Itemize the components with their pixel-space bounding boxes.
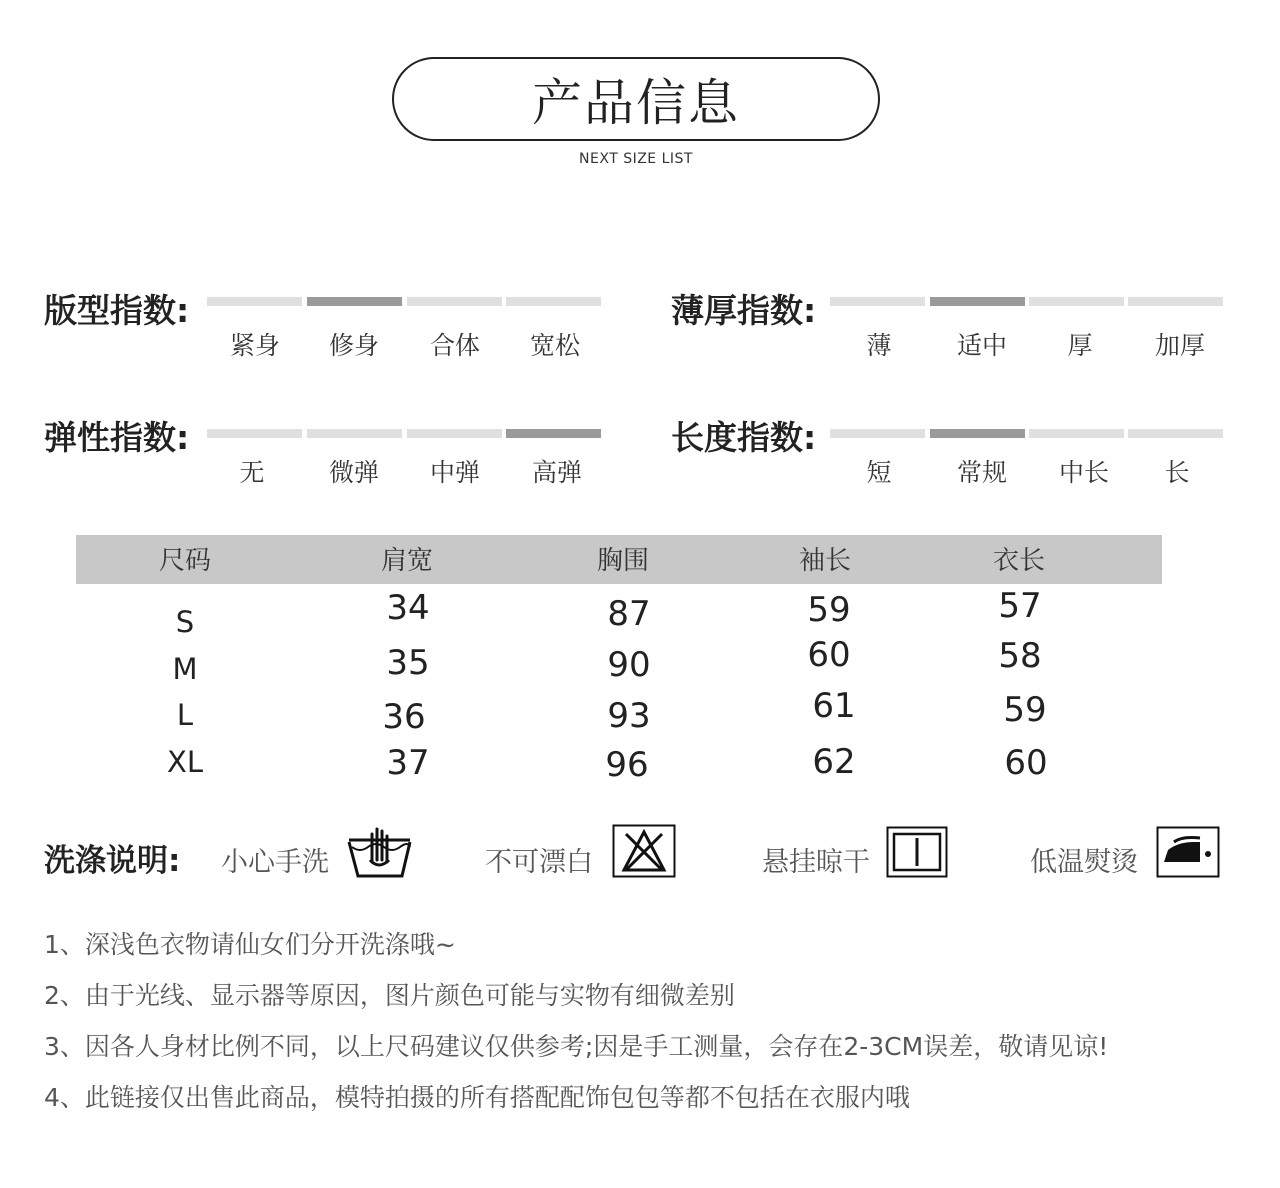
- table-cell: 36: [382, 697, 426, 737]
- elasticity-index-label: 弹性指数:: [44, 418, 190, 457]
- note-3: 3、因各人身材比例不同，以上尺码建议仅供参考;因是手工测量，会存在2-3CM误差，敬请见谅!: [44, 1032, 1109, 1061]
- hand-wash-icon: [346, 824, 414, 880]
- elasticity-index-bar-2: [307, 429, 402, 438]
- wash-instructions-label: 洗涤说明:: [44, 843, 181, 879]
- fit-index-bar-3: [407, 297, 502, 306]
- table-cell: 93: [607, 696, 651, 736]
- table-cell: 60: [1004, 743, 1048, 783]
- thickness-index-bar-1: [830, 297, 925, 306]
- col-header-shoulder: 肩宽: [380, 546, 433, 576]
- wash-item-low-iron: 低温熨烫: [1030, 847, 1138, 878]
- length-index-bar-4: [1128, 429, 1223, 438]
- thickness-option-3: 厚: [1067, 331, 1093, 360]
- note-4: 4、此链接仅出售此商品，模特拍摄的所有搭配配饰包包等都不包括在衣服内哦: [44, 1083, 910, 1112]
- table-cell: 59: [807, 590, 851, 630]
- title-pill: [392, 57, 880, 141]
- length-index-label: 长度指数:: [671, 418, 817, 457]
- elasticity-option-3: 中弹: [429, 458, 480, 487]
- elasticity-index-bar-3: [407, 429, 502, 438]
- hang-dry-icon: [886, 826, 948, 878]
- table-cell: 87: [607, 594, 651, 634]
- table-cell: 34: [386, 588, 430, 628]
- no-bleach-icon: [612, 824, 676, 878]
- elasticity-option-2: 微弹: [328, 458, 379, 487]
- elasticity-option-1: 无: [239, 458, 265, 487]
- table-cell: 58: [998, 636, 1042, 676]
- thickness-index-bar-3: [1029, 297, 1124, 306]
- col-header-bust: 胸围: [596, 546, 649, 576]
- low-iron-icon: [1156, 826, 1220, 878]
- wash-item-hang-dry: 悬挂晾干: [762, 847, 870, 878]
- fit-option-1: 紧身: [229, 331, 280, 360]
- table-cell: 35: [386, 643, 430, 683]
- fit-option-3: 合体: [429, 331, 480, 360]
- col-header-length: 衣长: [992, 546, 1045, 576]
- table-cell: 90: [607, 645, 651, 685]
- length-option-4: 长: [1164, 458, 1190, 487]
- fit-index-label: 版型指数:: [44, 291, 190, 330]
- fit-option-4: 宽松: [529, 331, 580, 360]
- fit-index-bar-2: [307, 297, 402, 306]
- table-cell: XL: [166, 745, 204, 779]
- table-cell: 37: [386, 743, 430, 783]
- table-cell: 62: [812, 742, 856, 782]
- length-option-2: 常规: [956, 458, 1007, 487]
- fit-option-2: 修身: [328, 331, 379, 360]
- col-header-sleeve: 袖长: [798, 546, 851, 576]
- note-2: 2、由于光线、显示器等原因，图片颜色可能与实物有细微差别: [44, 981, 735, 1010]
- table-cell: 96: [605, 745, 649, 785]
- length-option-3: 中长: [1058, 458, 1109, 487]
- table-cell: 60: [807, 635, 851, 675]
- note-1: 1、深浅色衣物请仙女们分开洗涤哦~: [44, 930, 456, 959]
- fit-index-bar-4: [506, 297, 601, 306]
- table-cell: M: [172, 652, 198, 686]
- table-cell: S: [175, 605, 195, 639]
- table-cell: L: [176, 698, 194, 732]
- fit-index-bar-1: [207, 297, 302, 306]
- thickness-index-bar-2: [930, 297, 1025, 306]
- table-cell: 61: [812, 686, 856, 726]
- length-index-bar-2: [930, 429, 1025, 438]
- table-cell: 59: [1003, 690, 1047, 730]
- wash-item-no-bleach: 不可漂白: [485, 847, 593, 878]
- thickness-option-1: 薄: [866, 331, 892, 360]
- elasticity-index-bar-1: [207, 429, 302, 438]
- table-cell: 57: [998, 586, 1042, 626]
- thickness-option-2: 适中: [956, 331, 1007, 360]
- page-title: 产品信息: [532, 74, 740, 132]
- length-index-bar-3: [1029, 429, 1124, 438]
- thickness-index-bar-4: [1128, 297, 1223, 306]
- length-option-1: 短: [866, 458, 892, 487]
- thickness-option-4: 加厚: [1154, 331, 1205, 360]
- wash-item-hand-wash: 小心手洗: [221, 847, 329, 878]
- elasticity-index-bar-4: [506, 429, 601, 438]
- page-subtitle: NEXT SIZE LIST: [579, 151, 693, 167]
- col-header-size: 尺码: [158, 546, 211, 576]
- length-index-bar-1: [830, 429, 925, 438]
- elasticity-option-4: 高弹: [531, 458, 582, 487]
- thickness-index-label: 薄厚指数:: [671, 291, 817, 330]
